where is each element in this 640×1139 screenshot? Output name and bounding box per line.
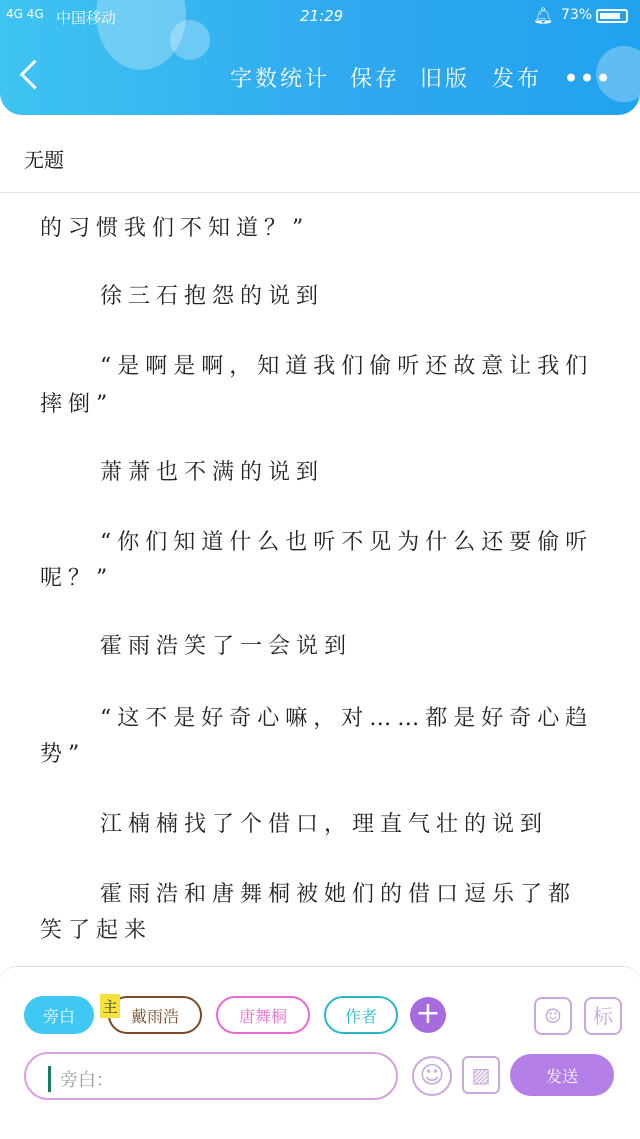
content-line: 呢？” <box>40 566 114 591</box>
old-version-button[interactable]: 旧版 <box>420 67 471 92</box>
content-line: 江楠楠找了个借口，理直气壮的说到 <box>100 812 549 837</box>
main-role-badge: 主 <box>100 994 120 1018</box>
bell-icon: 🔔︎ <box>533 6 554 25</box>
content-line: “是啊是啊，知道我们偷听还故意让我们 <box>100 354 594 379</box>
role-narrator-button[interactable]: 旁白 <box>24 996 94 1034</box>
status-bar <box>0 0 640 32</box>
signal-indicator: 4G 4G <box>6 7 44 21</box>
input-placeholder: 旁白： <box>60 1070 114 1091</box>
back-arrow-icon[interactable] <box>20 60 50 90</box>
emoji-icon[interactable]: ☺ <box>412 1056 452 1096</box>
content-line: “你们知道什么也听不见为什么还要偷听 <box>100 530 594 555</box>
role-dai-yuhao-button[interactable]: 戴雨浩 <box>108 996 202 1034</box>
publish-button[interactable]: 发布 <box>492 67 543 92</box>
document-title[interactable]: 无题 <box>24 148 64 172</box>
content-line: 摔倒” <box>40 392 114 417</box>
role-tang-wutong-button[interactable]: 唐舞桐 <box>216 996 310 1034</box>
content-line: “这不是好奇心嘛，对……都是好奇心趋 <box>100 706 594 731</box>
add-role-icon[interactable]: + <box>410 997 446 1033</box>
story-content[interactable] <box>0 193 640 963</box>
battery-icon <box>596 9 628 23</box>
send-button[interactable]: 发送 <box>510 1054 614 1096</box>
carrier-name: 中国移动 <box>56 9 117 27</box>
content-line: 笑了起来 <box>40 918 153 943</box>
avatar-icon[interactable]: ☺ <box>534 997 572 1035</box>
content-line: 霍雨浩和唐舞桐被她们的借口逗乐了都 <box>100 882 577 907</box>
top-header <box>0 0 640 115</box>
role-author-button[interactable]: 作者 <box>324 996 398 1034</box>
more-menu-icon[interactable]: ••• <box>564 66 613 92</box>
image-icon[interactable]: ▨ <box>462 1056 500 1094</box>
word-count-button[interactable]: 字数统计 <box>230 67 331 92</box>
label-icon[interactable]: 标 <box>584 997 622 1035</box>
save-button[interactable]: 保存 <box>350 67 401 92</box>
content-line: 萧萧也不满的说到 <box>100 460 325 485</box>
battery-percent: 73% <box>561 7 593 23</box>
text-caret <box>48 1066 51 1092</box>
message-input[interactable] <box>24 1052 398 1100</box>
content-line: 徐三石抱怨的说到 <box>100 284 325 309</box>
clock: 21:29 <box>300 7 344 25</box>
content-line: 势” <box>40 742 86 767</box>
content-line: 霍雨浩笑了一会说到 <box>100 634 353 659</box>
content-line: 的习惯我们不知道？” <box>40 216 310 241</box>
